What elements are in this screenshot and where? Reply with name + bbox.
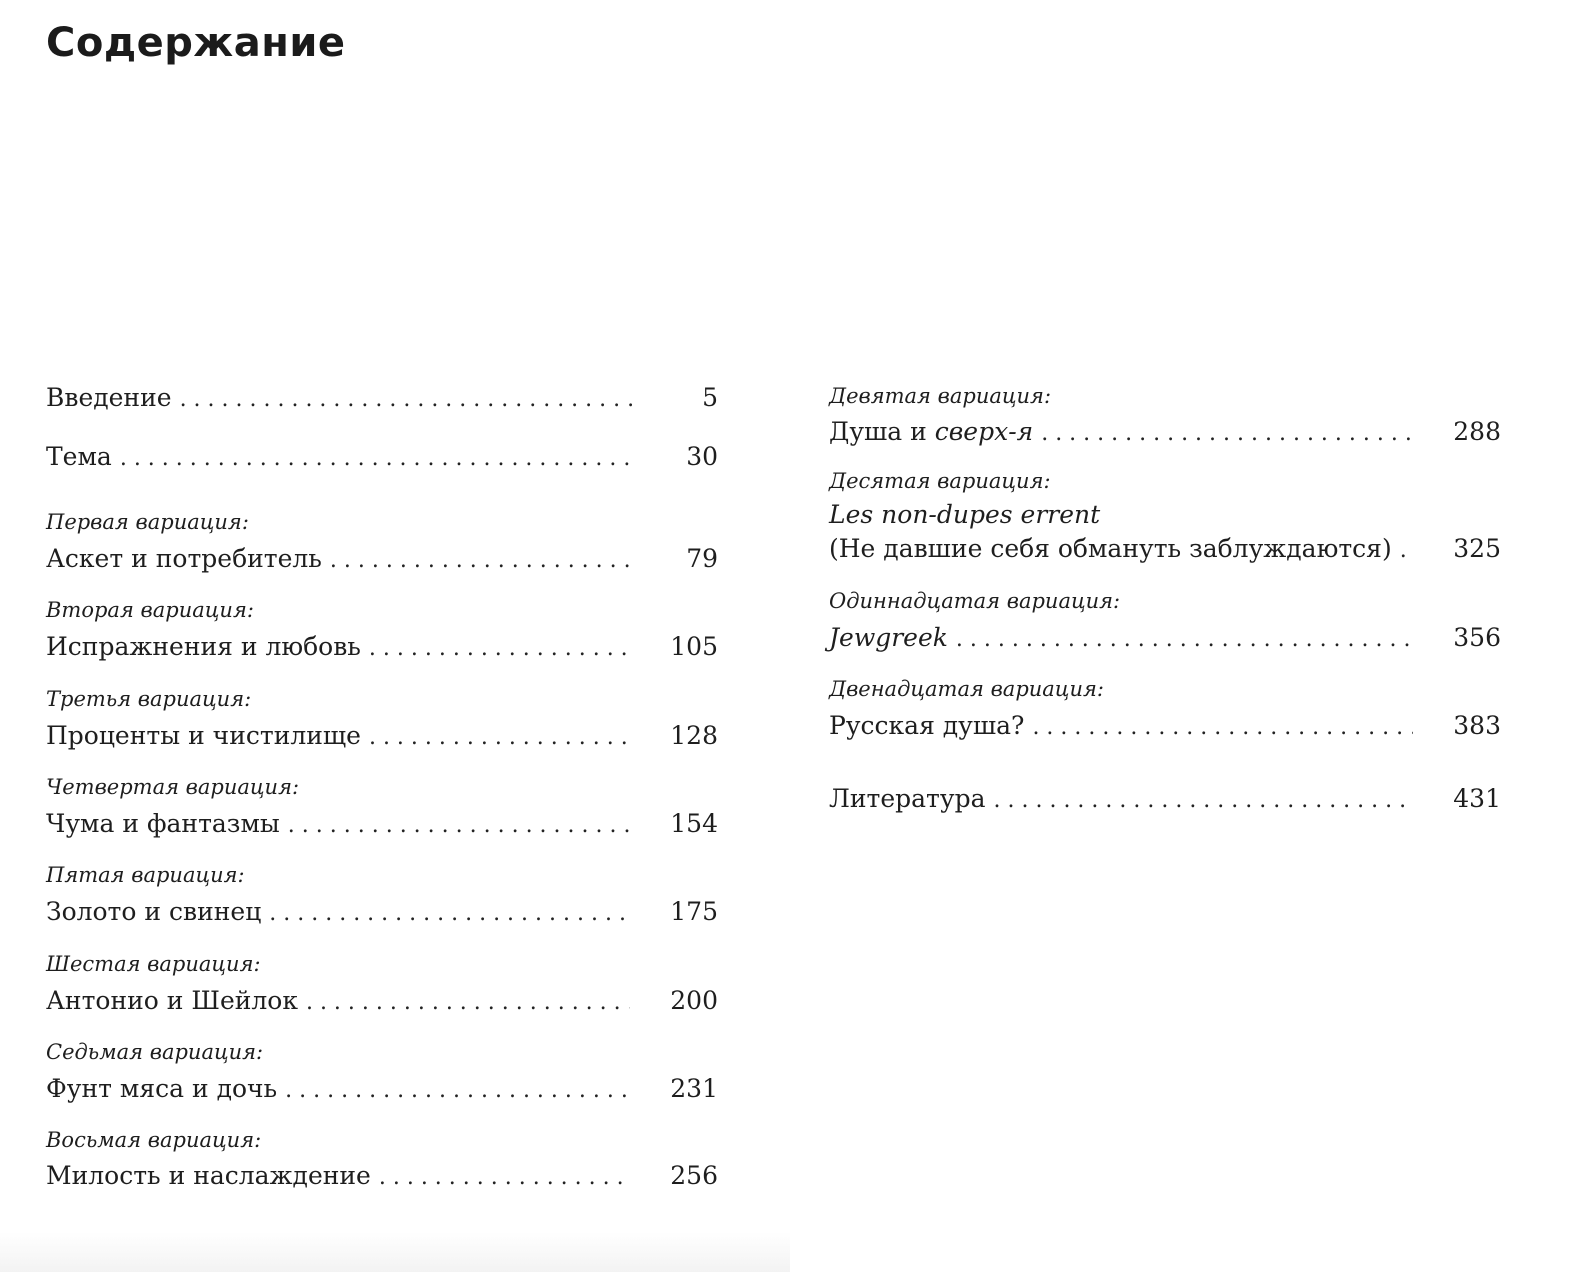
page-number: 128 [670,721,718,750]
dot-leader [120,442,632,476]
variation-label: Двенадцатая вариация: [829,677,1104,701]
dot-leader [288,809,630,843]
toc-entry-variation-7[interactable] [46,1072,718,1106]
page-number: 256 [670,1161,718,1190]
toc-entry-introduction[interactable] [46,381,718,415]
variation-label: Вторая вариация: [46,598,254,622]
entry-title: Литература [829,784,986,813]
toc-entry-theme[interactable] [46,440,718,474]
variation-label: Седьмая вариация: [46,1040,264,1064]
entry-title: Тема [46,442,112,471]
toc-entry-variation-4[interactable] [46,807,718,841]
page-number: 431 [1453,784,1501,813]
page-number: 288 [1453,417,1501,446]
entry-title [829,415,1041,449]
dot-leader [994,784,1414,818]
toc-entry-variation-11[interactable] [829,621,1501,655]
toc-entry-variation-2[interactable] [46,630,718,664]
entry-title: Проценты и чистилище [46,721,361,750]
toc-entry-variation-12[interactable] [829,709,1501,743]
variation-label: Восьмая вариация: [46,1128,262,1152]
entry-title: (Не давшие себя обмануть заблуждаются) [829,534,1392,563]
variation-label: Одиннадцатая вариация: [829,589,1121,613]
page-number: 154 [670,809,718,838]
toc-entry-variation-1[interactable] [46,542,718,576]
entry-title-italic: сверх-я [934,417,1034,446]
dot-leader [330,544,632,578]
dot-leader [180,383,632,417]
variation-label: Пятая вариация: [46,863,245,887]
entry-title: Введение [46,383,172,412]
dot-leader [1400,534,1414,568]
dot-leader [1041,417,1413,451]
page-number: 200 [670,986,718,1015]
dot-leader [285,1074,630,1108]
dot-leader [1032,711,1413,745]
variation-label: Девятая вариация: [829,384,1052,408]
entry-title: Фунт мяса и дочь [46,1074,278,1103]
page-number: 30 [686,442,718,471]
toc-entry-bibliography[interactable] [829,782,1501,816]
toc-entry-variation-10[interactable] [829,532,1501,566]
page-number: 105 [670,632,718,661]
toc-entry-variation-9[interactable] [829,415,1501,449]
page-number: 325 [1453,534,1501,563]
entry-title: Русская душа? [829,711,1025,740]
toc-entry-variation-5[interactable] [46,895,718,929]
entry-title: Милость и наслаждение [46,1161,371,1190]
toc-entry-variation-3[interactable] [46,719,718,753]
page-number: 5 [702,383,718,412]
dot-leader [269,897,630,931]
entry-title-italic: Jewgreek [829,623,948,652]
entry-title: Золото и свинец [46,897,262,926]
entry-title: Испражнения и любовь [46,632,361,661]
page-edge-shadow [0,1232,790,1272]
entry-title [829,621,956,655]
page-number: 383 [1453,711,1501,740]
variation-label: Первая вариация: [46,510,249,534]
entry-title-plain: Душа и [829,417,935,446]
dot-leader [956,623,1413,657]
variation-label: Десятая вариация: [829,469,1051,493]
dot-leader [379,1161,630,1195]
page-number: 356 [1453,623,1501,652]
variation-label: Четвертая вариация: [46,775,300,799]
variation-label: Третья вариация: [46,687,252,711]
page-number: 79 [686,544,718,573]
dot-leader [369,632,630,666]
page-number: 231 [670,1074,718,1103]
entry-title: Чума и фантазмы [46,809,280,838]
toc-entry-variation-6[interactable] [46,984,718,1018]
page-title: Содержание [46,20,346,66]
entry-title-italic-line[interactable]: Les non-dupes errent [829,500,1101,529]
entry-title: Аскет и потребитель [46,544,322,573]
toc-entry-variation-8[interactable] [46,1159,718,1193]
page-number: 175 [670,897,718,926]
dot-leader [369,721,630,755]
dot-leader [306,986,630,1020]
variation-label: Шестая вариация: [46,952,261,976]
entry-title: Антонио и Шейлок [46,986,298,1015]
